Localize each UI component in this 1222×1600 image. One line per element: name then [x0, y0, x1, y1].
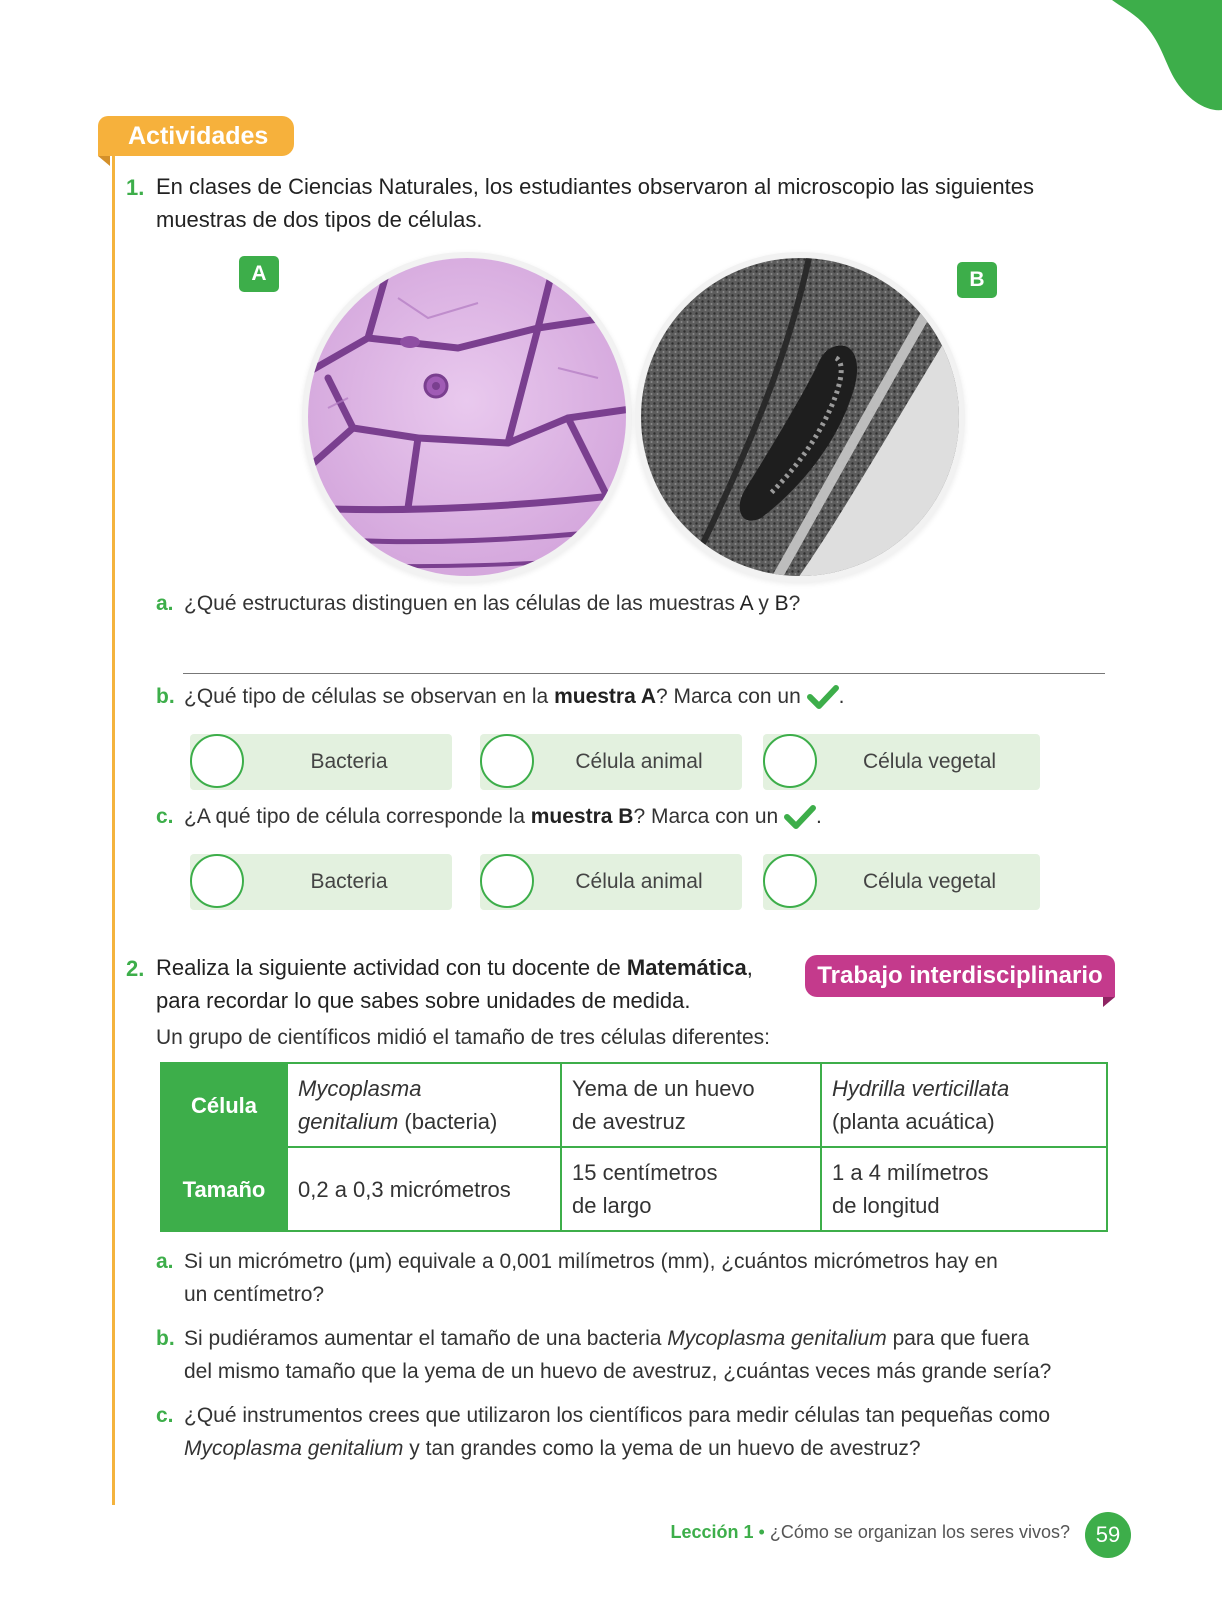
table-cell: 0,2 a 0,3 micrómetros [287, 1147, 561, 1231]
question-2-number: 2. [126, 956, 145, 981]
plant-cells-micrograph [308, 258, 626, 576]
radio-circle[interactable] [763, 734, 817, 788]
radio-circle[interactable] [763, 854, 817, 908]
question-2b-text: Si pudiéramos aumentar el tamaño de una bacteria Mycoplasma genitalium para que fuera del mismo tamaño que la yema de un huevo de avestruz, ¿cuántas veces más grande sería? [184, 1327, 1052, 1383]
bacterium-micrograph [641, 258, 959, 576]
radio-circle[interactable] [480, 854, 534, 908]
question-1-line-1: En clases de Ciencias Naturales, los estudiantes observaron al microscopio las siguientes [156, 174, 1035, 199]
question-1c-text: ¿A qué tipo de célula corresponde la muestra B? Marca con un . [184, 800, 822, 833]
question-2b-letter: b. [156, 1327, 175, 1350]
question-2c-letter: c. [156, 1404, 174, 1427]
question-2-intro: Un grupo de científicos midió el tamaño de tres células diferentes: [156, 1026, 770, 1049]
question-1a-letter: a. [156, 592, 174, 615]
table-row [161, 1063, 1107, 1147]
question-2-line-2: para recordar lo que sabes sobre unidades de medida. [156, 988, 691, 1013]
section-tab-fold [98, 156, 110, 166]
question-1a-text: ¿Qué estructuras distinguen en las células de las muestras A y B? [184, 592, 801, 615]
option-1b-animal-cell[interactable]: Célula animal [480, 734, 742, 790]
answer-line-1a[interactable] [183, 673, 1105, 674]
table-row [161, 1147, 1107, 1231]
question-2a-letter: a. [156, 1250, 174, 1273]
table-cell: 15 centímetros de largo [561, 1147, 821, 1231]
page-number: 59 [1085, 1512, 1131, 1558]
sample-b-label: B [957, 262, 997, 298]
question-1-number: 1. [126, 175, 145, 200]
question-1-line-2: muestras de dos tipos de células. [156, 207, 483, 232]
option-1c-bacteria[interactable]: Bacteria [190, 854, 452, 910]
sample-a-image [308, 258, 626, 576]
table-cell: Mycoplasma genitalium (bacteria) [287, 1063, 561, 1147]
question-1b-letter: b. [156, 685, 175, 708]
radio-circle[interactable] [190, 734, 244, 788]
interdisciplinary-tab: Trabajo interdisciplinario [805, 955, 1115, 997]
radio-circle[interactable] [190, 854, 244, 908]
table-cell: 1 a 4 milímetros de longitud [821, 1147, 1107, 1231]
margin-line [112, 150, 115, 1505]
section-tab: Actividades [98, 116, 294, 156]
sample-b-image [641, 258, 959, 576]
radio-circle[interactable] [480, 734, 534, 788]
check-mark-icon [807, 684, 839, 710]
footer-lesson: Lección 1 • ¿Cómo se organizan los seres vivos? [670, 1522, 1070, 1542]
question-2a-text: Si un micrómetro (μm) equivale a 0,001 milímetros (mm), ¿cuántos micrómetros hay en un centímetro? [184, 1250, 998, 1306]
option-1b-bacteria[interactable]: Bacteria [190, 734, 452, 790]
sample-a-label: A [239, 256, 279, 292]
option-1b-plant-cell[interactable]: Célula vegetal [763, 734, 1040, 790]
question-2-line-1: Realiza la siguiente actividad con tu docente de Matemática, [156, 955, 753, 980]
option-1c-plant-cell[interactable]: Célula vegetal [763, 854, 1040, 910]
table-cell: Yema de un huevo de avestruz [561, 1063, 821, 1147]
cell-size-table [160, 1062, 1108, 1232]
check-mark-icon [784, 804, 816, 830]
interdisciplinary-tab-fold [1103, 997, 1115, 1007]
question-2c-text: ¿Qué instrumentos crees que utilizaron los científicos para medir células tan pequeñas como Mycoplasma genitalium y tan grandes como la yema de un huevo de avestruz? [184, 1404, 1051, 1460]
table-cell: Hydrilla verticillata (planta acuática) [821, 1063, 1107, 1147]
corner-decoration [1112, 0, 1222, 120]
table-header-cell: Tamaño [161, 1147, 287, 1231]
table-header-cell: Célula [161, 1063, 287, 1147]
question-1c-letter: c. [156, 805, 174, 828]
question-1b-text: ¿Qué tipo de células se observan en la muestra A? Marca con un . [184, 680, 844, 713]
option-1c-animal-cell[interactable]: Célula animal [480, 854, 742, 910]
